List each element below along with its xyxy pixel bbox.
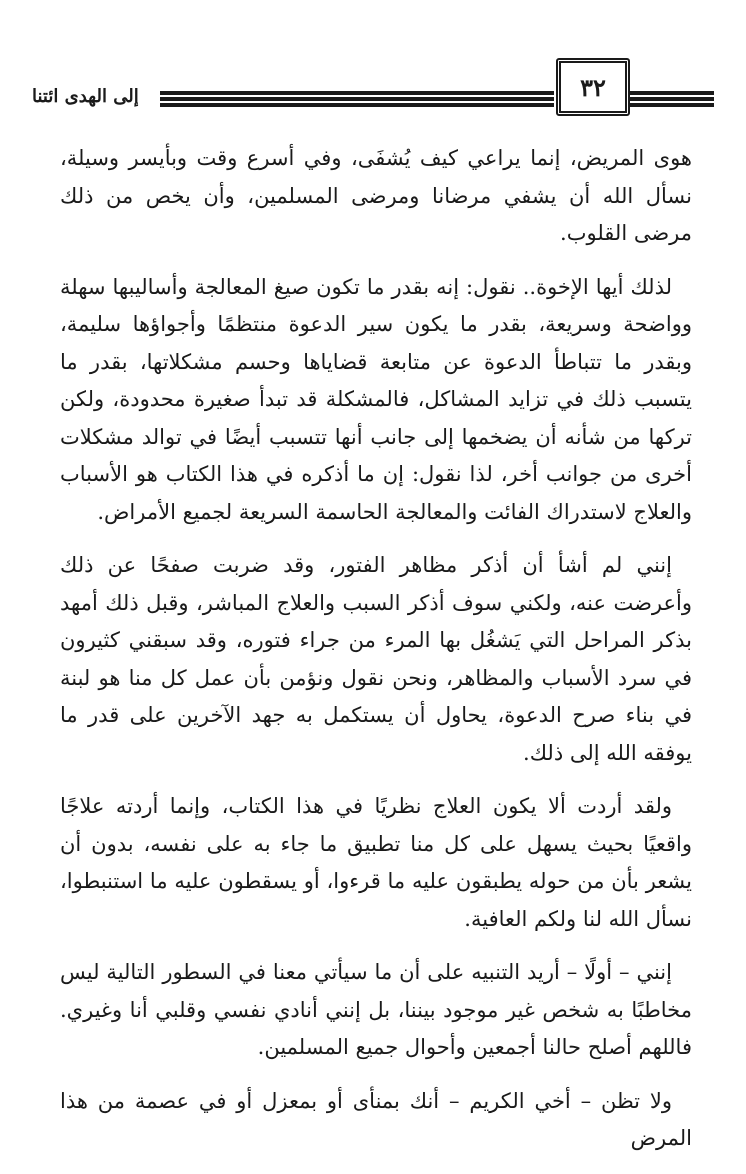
- paragraph: ولا تظن – أخي الكريم – أنك بمنأى أو بمعزل أو في عصمة من هذا المرض: [60, 1088, 692, 1150]
- paragraph: ولقد أردت ألا يكون العلاج نظريًا في هذا الكتاب، وإنما أردته علاجًا واقعيًا بحيث يسهل على كل منا تطبيق ما جاء به على نفسه، بدون أن يشعر بأن من حوله يطبقون عليه ما قرءوا، أو يسقطون عليه ما استنبطوا، نسأل الله لنا ولكم العافية.: [60, 794, 692, 931]
- page-body: [60, 140, 692, 1174]
- header-rule-right: [628, 91, 714, 107]
- page-header: [32, 48, 714, 114]
- header-rule-left: [160, 91, 554, 107]
- paragraph: لذلك أيها الإخوة.. نقول: إنه بقدر ما تكون صيغ المعالجة وأساليبها سهلة وواضحة وسريعة، بقدر ما يكون سير الدعوة منتظمًا وأجواؤها سليمة، وبقدر ما تتباطأ الدعوة عن متابعة قضاياها وحسم مشكلاتها، بقدر ما يتسبب ذلك في تزايد المشاكل، فالمشكلة قد تبدأ صغيرة محدودة، ولكن تركها من شأنه أن يضخمها إلى جانب أنها تتسبب أيضًا في توالد مشكلات أخرى من جوانب أخر، لذا نقول: إن ما أذكره في هذا الكتاب هو الأسباب والعلاج لاستدراك الفائت والمعالجة الحاسمة السريعة لجميع الأمراض.: [60, 274, 693, 524]
- paragraph-continued: هوى المريض، إنما يراعي كيف يُشفَى، وفي أسرع وقت وبأيسر وسيلة، نسأل الله أن يشفي مرضانا ومرضى المسلمين، وأن يخص من ذلك مرضى القلوب.: [60, 146, 692, 245]
- page-number: ٣٢: [556, 58, 630, 116]
- running-title: إلى الهدى ائتنا: [32, 86, 139, 107]
- paragraph: إنني لم أشأ أن أذكر مظاهر الفتور، وقد ضربت صفحًا عن ذلك وأعرضت عنه، ولكني سوف أذكر السبب والعلاج المباشر، وقبل ذلك أمهد بذكر المراحل التي يَشغُل بها المرء من جراء فتوره، وقد سبقني كثيرون في سرد الأسباب والمظاهر، ونحن نقول ونؤمن بأن عمل كل منا هو لبنة في بناء صرح الدعوة، يحاول أن يستكمل به جهد الآخرين على قدر ما يوفقه الله إلى ذلك.: [60, 553, 692, 765]
- paragraph: إنني – أولًا – أريد التنبيه على أن ما سيأتي معنا في السطور التالية ليس مخاطبًا به شخص غير موجود بيننا، بل إنني أنادي نفسي وقلبي أنا وغيري. فاللهم أصلح حالنا أجمعين وأحوال جميع المسلمين.: [60, 960, 692, 1059]
